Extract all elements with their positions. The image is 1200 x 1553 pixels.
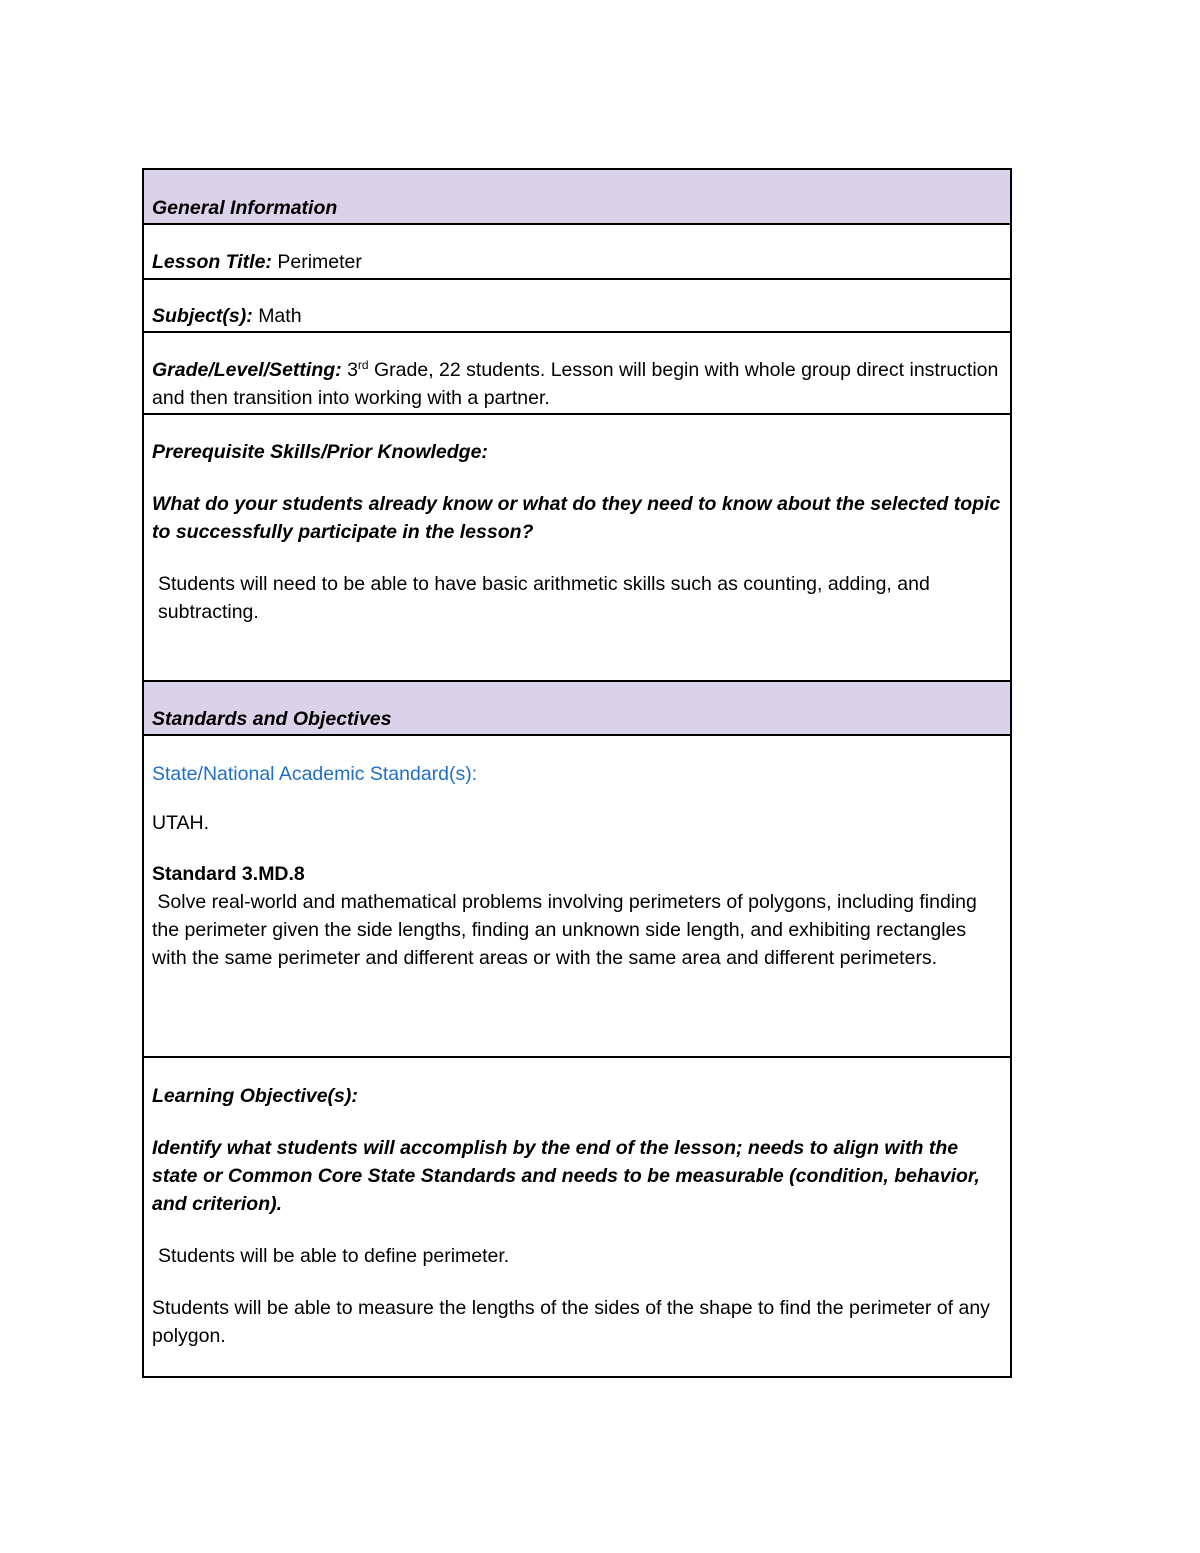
standards-objectives-title: Standards and Objectives bbox=[152, 708, 392, 730]
prerequisite-row bbox=[144, 415, 1010, 682]
subject-value: Math bbox=[258, 305, 302, 327]
lesson-title-line bbox=[152, 248, 1002, 276]
academic-standard-label: State/National Academic Standard(s): bbox=[152, 763, 478, 785]
objective-1: Students will be able to define perimeter. bbox=[158, 1245, 510, 1267]
prerequisite-question: What do your students already know or what do they need to know about the selected topic to successfully participate in the lesson? bbox=[152, 493, 1001, 543]
state-name: UTAH. bbox=[152, 812, 210, 834]
subject-row bbox=[144, 280, 1010, 333]
standards-objectives-header bbox=[144, 682, 1010, 736]
grade-number: 3 bbox=[347, 359, 358, 381]
standards-row bbox=[144, 736, 1010, 1058]
general-information-title: General Information bbox=[152, 197, 338, 219]
prerequisite-answer: Students will need to be able to have basic arithmetic skills such as counting, adding, and subtracting. bbox=[158, 573, 930, 623]
standard-id: Standard 3.MD.8 bbox=[152, 863, 305, 885]
learning-objectives-row bbox=[144, 1058, 1010, 1378]
lesson-plan-table bbox=[142, 168, 1012, 1378]
grade-ordinal-suffix: rd bbox=[357, 358, 369, 372]
standard-description: Solve real-world and mathematical problems involving perimeters of polygons, including finding the perimeter given the side lengths, finding an unknown side length, and exhibiting rectangles with the same perimeter and different areas or with the same area and different perimeters. bbox=[152, 891, 977, 969]
lesson-title-value: Perimeter bbox=[277, 251, 362, 273]
general-information-header bbox=[144, 170, 1010, 225]
learning-objectives-label: Learning Objective(s): bbox=[152, 1085, 358, 1107]
lesson-title-label: Lesson Title: bbox=[152, 251, 272, 273]
objective-2: Students will be able to measure the lengths of the sides of the shape to find the perimeter of any polygon. bbox=[152, 1297, 990, 1347]
grade-level-setting-value: Grade, 22 students. Lesson will begin with whole group direct instruction and then transition into working with a partner. bbox=[152, 359, 999, 409]
grade-level-setting-text bbox=[152, 356, 1002, 412]
learning-objectives-prompt: Identify what students will accomplish by the end of the lesson; needs to align with the state or Common Core State Standards and needs to be measurable (condition, behavior, and criterion). bbox=[152, 1137, 980, 1215]
lesson-title-row bbox=[144, 225, 1010, 280]
standard-text bbox=[152, 888, 1002, 972]
subject-line bbox=[152, 302, 1002, 330]
grade-level-setting-label: Grade/Level/Setting: bbox=[152, 359, 342, 381]
grade-level-setting-row bbox=[144, 333, 1010, 415]
prerequisite-label: Prerequisite Skills/Prior Knowledge: bbox=[152, 441, 488, 463]
subject-label: Subject(s): bbox=[152, 305, 253, 327]
